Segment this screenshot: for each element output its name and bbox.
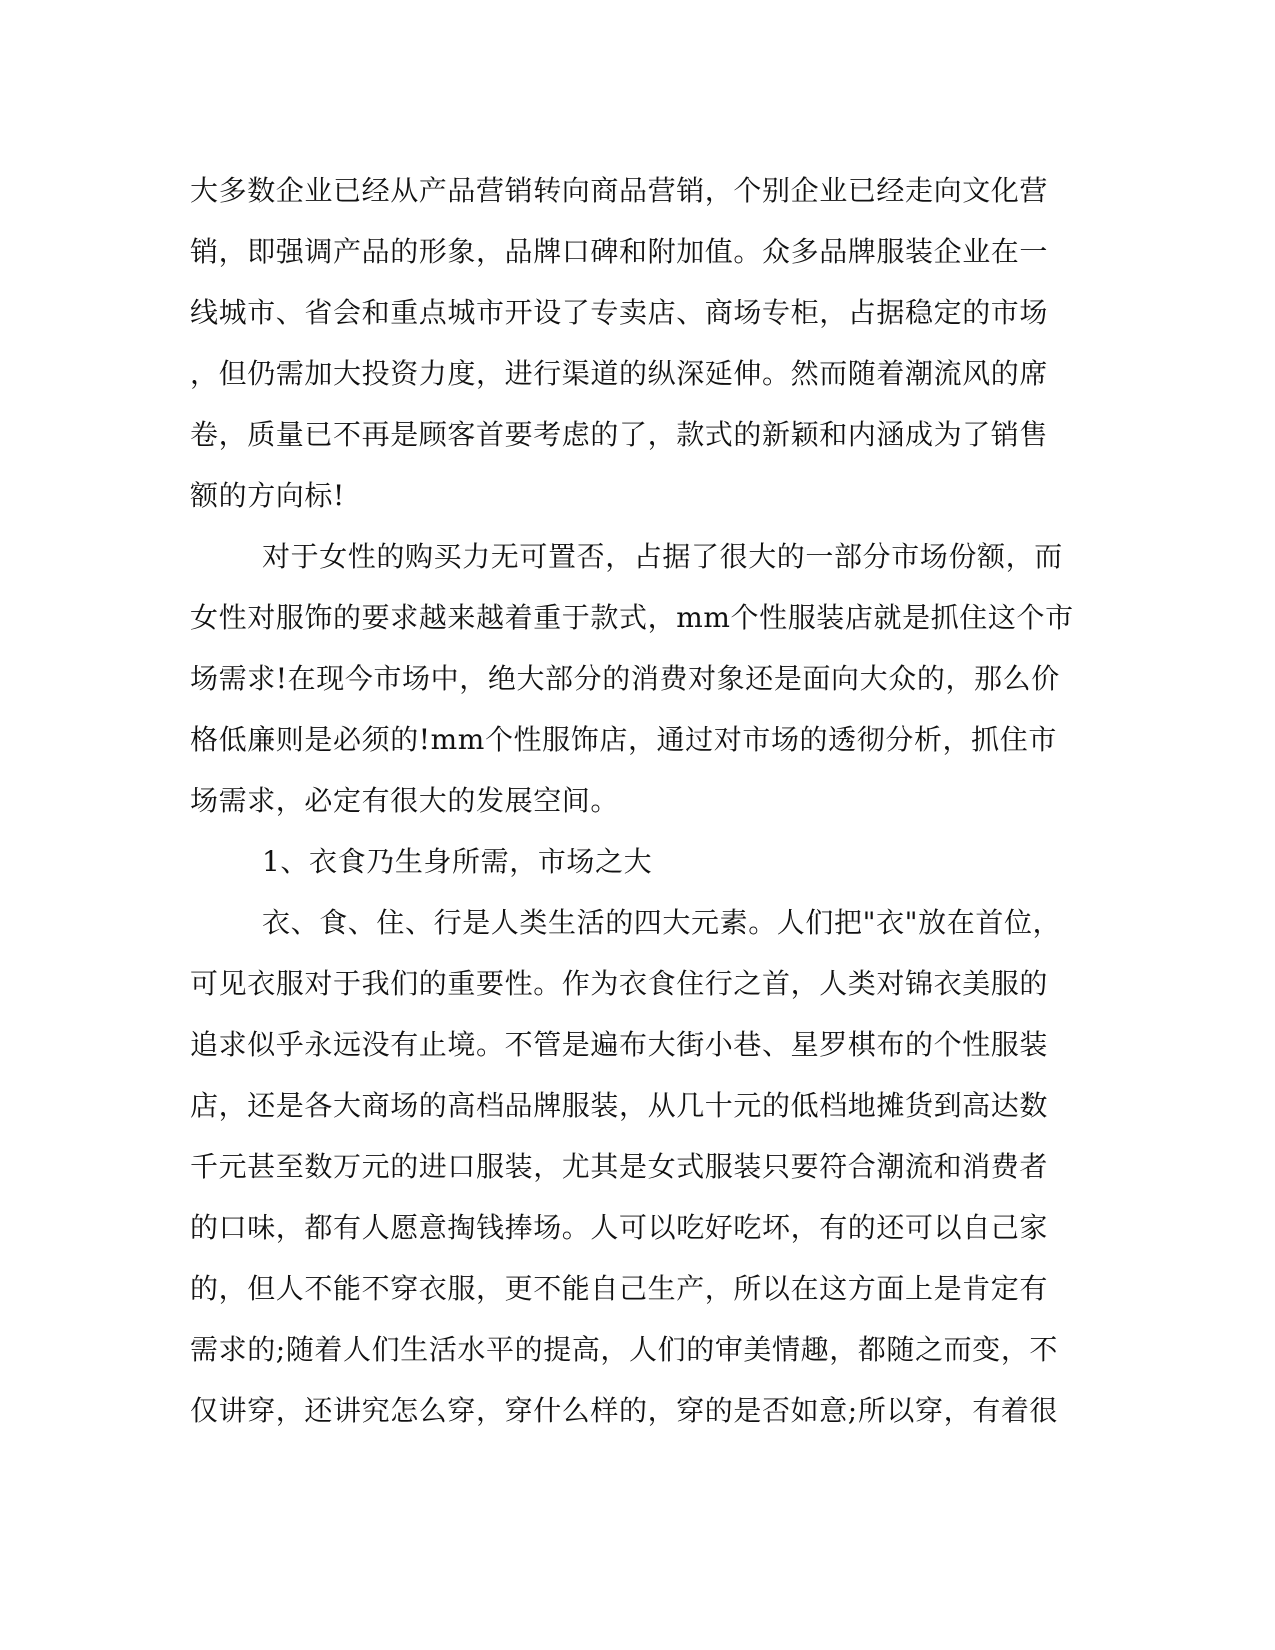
text-line: 衣、食、住、行是人类生活的四大元素。人们把"衣"放在首位， [262,906,1062,939]
text-line: 仅讲穿，还讲究怎么穿，穿什么样的，穿的是否如意;所以穿，有着很 [190,1394,1059,1427]
text-line: 的，但人不能不穿衣服，更不能自己生产，所以在这方面上是肯定有 [190,1272,1049,1305]
text-line: 千元甚至数万元的进口服装，尤其是女式服装只要符合潮流和消费者 [190,1150,1049,1183]
text-line: 场需求，必定有很大的发展空间。 [190,784,620,817]
text-line: 追求似乎永远没有止境。不管是遍布大街小巷、星罗棋布的个性服装 [190,1028,1049,1061]
text-line: 场需求!在现今市场中，绝大部分的消费对象还是面向大众的，那么价 [190,662,1060,695]
text-line: 需求的;随着人们生活水平的提高，人们的审美情趣，都随之而变，不 [190,1333,1059,1366]
text-line: 的口味，都有人愿意掏钱捧场。人可以吃好吃坏，有的还可以自己家 [190,1211,1049,1244]
text-line: 对于女性的购买力无可置否，占据了很大的一部分市场份额，而 [262,540,1063,573]
text-line: 店，还是各大商场的高档品牌服装，从几十元的低档地摊货到高达数 [190,1089,1049,1122]
text-line: 卷，质量已不再是顾客首要考虑的了，款式的新颖和内涵成为了销售 [190,418,1049,451]
text-line: 女性对服饰的要求越来越着重于款式，mm个性服装店就是抓住这个市 [190,601,1074,634]
heading-text: 1、衣食乃生身所需，市场之大 [262,845,653,878]
text-line: ，但仍需加大投资力度，进行渠道的纵深延伸。然而随着潮流风的席 [190,357,1049,390]
text-line: 线城市、省会和重点城市开设了专卖店、商场专柜，占据稳定的市场 [190,296,1049,329]
text-line: 额的方向标! [190,479,345,512]
section-heading [190,831,1070,892]
text-line: 格低廉则是必须的!mm个性服饰店，通过对市场的透彻分析，抓住市 [190,723,1057,756]
text-line: 大多数企业已经从产品营销转向商品营销，个别企业已经走向文化营 [190,174,1049,207]
text-line: 可见衣服对于我们的重要性。作为衣食住行之首，人类对锦衣美服的 [190,967,1049,1000]
text-line: 销，即强调产品的形象，品牌口碑和附加值。众多品牌服装企业在一 [190,235,1049,268]
document-body [190,160,1074,1441]
paragraph-3 [190,892,1070,1441]
paragraph-1 [190,160,1070,526]
paragraph-2 [190,526,1074,831]
